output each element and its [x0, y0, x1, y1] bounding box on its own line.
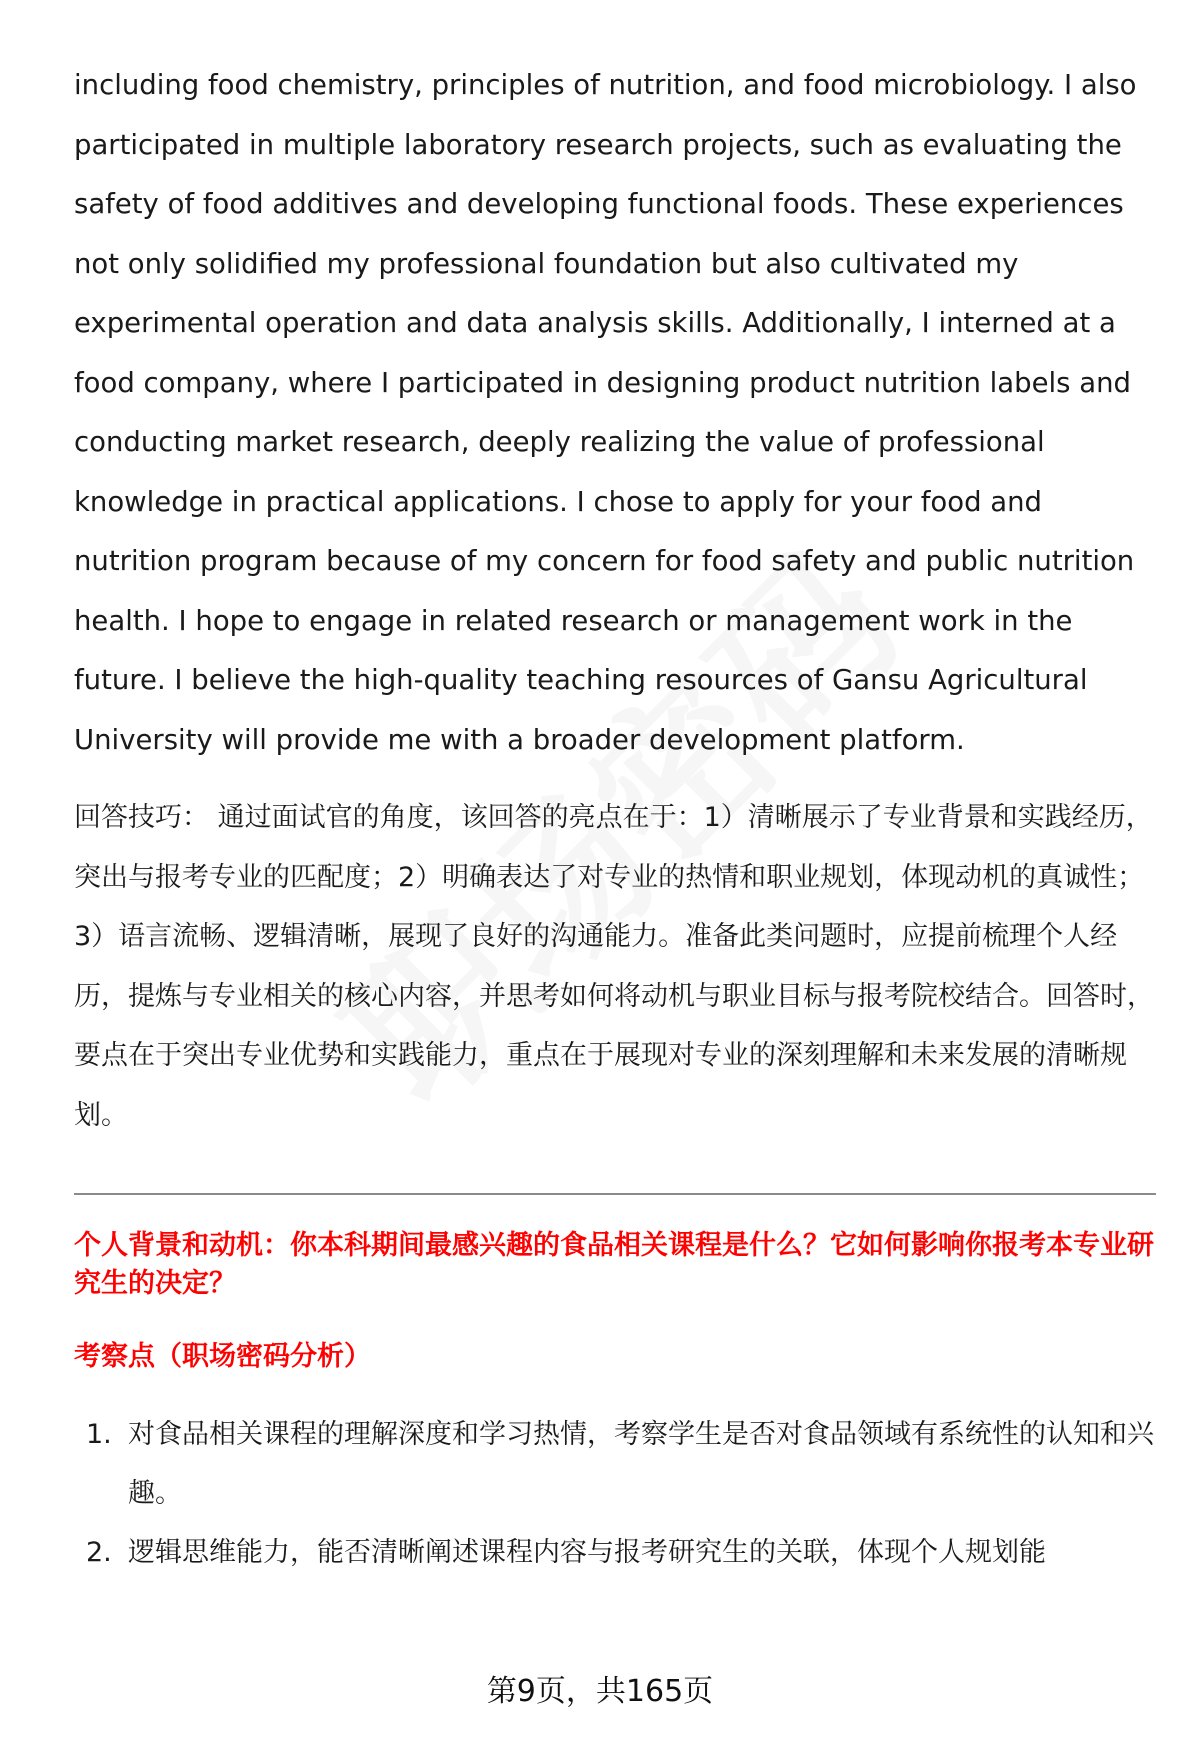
list-item — [74, 1523, 1156, 1582]
list-item — [74, 1405, 1156, 1523]
page-footer: 第9页，共165页 — [486, 1674, 714, 1709]
section-divider — [74, 1193, 1156, 1195]
list-item-text: 逻辑思维能力，能否清晰阐述课程内容与报考研究生的关联，体现个人规划能 — [128, 1537, 1046, 1568]
list-item-text: 对食品相关课程的理解深度和学习热情，考察学生是否对食品领域有系统性的认知和兴趣。 — [128, 1419, 1154, 1509]
subheading: 考察点（职场密码分析） — [74, 1341, 371, 1372]
answer-paragraph: including food chemistry, principles of nutrition, and food microbiology. I also participated in multiple laboratory research projects, such as evaluating the safety of food additives and developing functional foods. These experiences not only solidified my professional foundation but also cultivated my experimental operation and data analysis skills. Additionally, I interned at a food company, where I participated in designing product nutrition labels and conducting market research, deeply realizing the value of professional knowledge in practical applications. I chose to apply for your food and nutrition program because of my concern for food safety and public nutrition health. I hope to engage in related research or management work in the future. I believe the high-quality teaching resources of Gansu Agricultural University will provide me with a broader development platform. — [74, 69, 1137, 756]
points-list — [74, 1405, 1156, 1582]
document-page — [74, 56, 1156, 1582]
tips-paragraph: 回答技巧： 通过面试官的角度，该回答的亮点在于：1）清晰展示了专业背景和实践经历，突出与报考专业的匹配度；2）明确表达了对专业的热情和职业规划，体现动机的真诚性；3）语言流畅、逻辑清晰，展现了良好的沟通能力。准备此类问题时，应提前梳理个人经历，提炼与专业相关的核心内容，并思考如何将动机与职业目标与报考院校结合。回答时，要点在于突出专业优势和实践能力，重点在于展现对专业的深刻理解和未来发展的清晰规划。 — [74, 802, 1154, 1131]
list-item-number: 1. — [86, 1419, 112, 1450]
question-heading: 个人背景和动机：你本科期间最感兴趣的食品相关课程是什么？它如何影响你报考本专业研究生的决定？ — [74, 1230, 1154, 1299]
list-item-number: 2. — [86, 1537, 112, 1568]
